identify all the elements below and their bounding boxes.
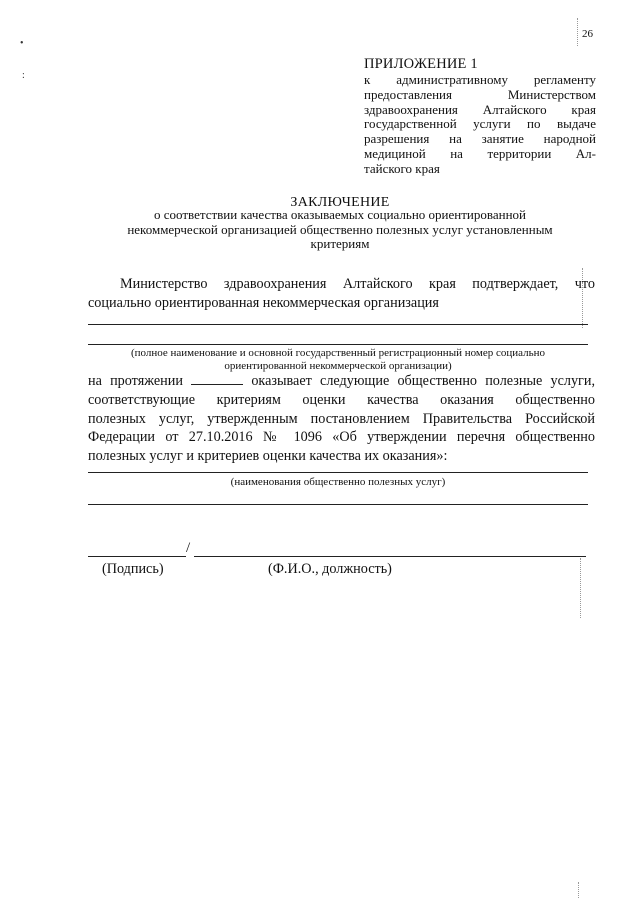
services-blank-line — [88, 504, 588, 505]
para2-block — [88, 391, 595, 465]
appendix-line: здравоохранения Алтайского края — [364, 101, 596, 117]
scan-margin-mark — [577, 18, 578, 46]
signature-blank-line — [88, 556, 186, 557]
scan-margin-mark — [580, 558, 581, 618]
scan-dot: : — [22, 70, 25, 81]
name-position-label: (Ф.И.О., должность) — [268, 561, 392, 577]
para2-line: Федерации от 27.10.2016 № 1096 «Об утверждении перечня общественно — [88, 429, 595, 446]
appendix-line: к административному регламенту — [364, 72, 596, 87]
para2-line: полезных услуг, утвержденным постановлением Правительства Российской — [88, 410, 595, 427]
appendix-line: тайского края — [364, 160, 440, 176]
org-caption — [88, 347, 588, 373]
subtitle-line: о соответствии качества оказываемых социально ориентированной — [154, 207, 526, 222]
conclusion-title: ЗАКЛЮЧЕНИЕ — [290, 195, 390, 210]
para1-line1: Министерство здравоохранения Алтайского края подтверждает, что — [120, 276, 595, 292]
appendix-line: разрешения на занятие народной — [364, 131, 596, 147]
scan-margin-mark — [578, 882, 579, 898]
appendix-title: ПРИЛОЖЕНИЕ 1 — [364, 56, 478, 72]
para2-line: соответствующие критериям оценки качества оказания общественно — [88, 392, 595, 408]
name-blank-line — [194, 556, 586, 557]
para2-line: полезных услуг и критериев оценки качества их оказания»: — [88, 447, 448, 464]
org-caption-line: (полное наименование и основной государственный регистрационный номер социально — [130, 347, 546, 359]
appendix-line: государственной услуги по выдаче — [364, 116, 596, 132]
appendix-line: медициной на территории Ал- — [364, 145, 596, 161]
org-name-blank-line — [88, 324, 588, 325]
scan-dot: • — [20, 38, 24, 49]
services-blank-line — [88, 472, 588, 473]
appendix-line: предоставления Министерством — [364, 86, 596, 102]
subtitle-line: критериям — [310, 236, 370, 251]
signature-label: (Подпись) — [102, 561, 164, 577]
subtitle-line: некоммерческой организацией общественно полезных услуг установленным — [127, 221, 553, 237]
org-caption-line: ориентированной некоммерческой организации) — [224, 360, 452, 372]
appendix-text — [364, 73, 596, 177]
para1-line2: социально ориентированная некоммерческая организация — [88, 295, 439, 311]
period-blank-line — [191, 372, 243, 385]
conclusion-subtitle — [70, 208, 610, 252]
page-number: 26 — [582, 28, 593, 40]
para2-rest: оказывает следующие общественно полезные услуги, — [251, 373, 596, 389]
para2-first-line — [88, 372, 595, 391]
org-name-blank-line — [88, 344, 588, 345]
signature-slash: / — [186, 540, 191, 556]
para2-start: на протяжении — [88, 373, 183, 389]
services-caption: (наименования общественно полезных услуг) — [230, 476, 446, 488]
